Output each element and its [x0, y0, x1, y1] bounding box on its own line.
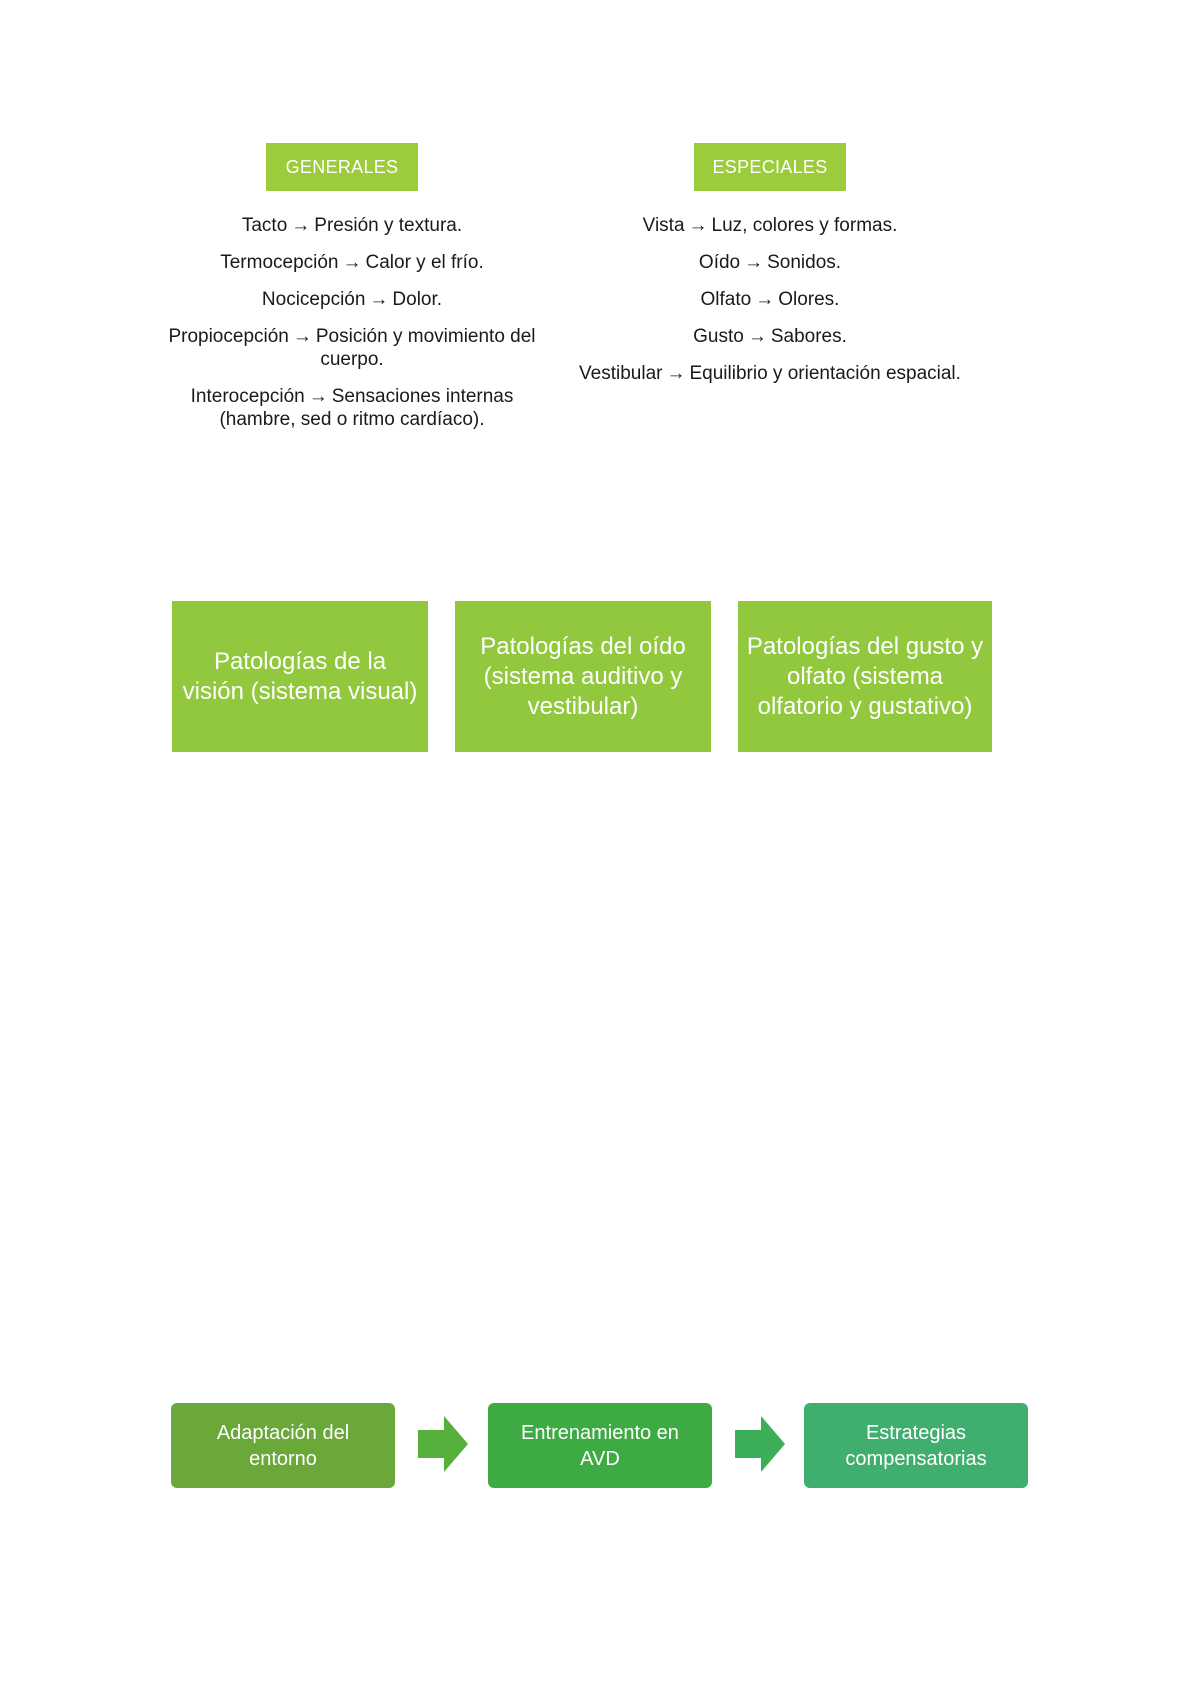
- generales-list: [152, 214, 552, 445]
- arrow-right-icon: →: [688, 215, 708, 236]
- pathology-label: Patologías de la visión (sistema visual): [182, 647, 418, 705]
- pathology-box-gusto-olfato: [738, 601, 992, 752]
- arrow-right-icon: →: [291, 215, 311, 236]
- sense-item-olfato: Olfato → Olores.: [700, 289, 840, 310]
- arrow-right-icon: →: [308, 386, 328, 407]
- process-step-estrategias: [804, 1403, 1028, 1488]
- arrow-right-icon: →: [747, 326, 767, 347]
- pathology-label: Patologías del oído (sistema auditivo y vestibular): [480, 632, 686, 720]
- process-step-label: Adaptación del entorno: [216, 1421, 350, 1470]
- especiales-title: ESPECIALES: [712, 156, 828, 177]
- especiales-header: [694, 143, 846, 191]
- process-step-adaptacion: [171, 1403, 395, 1488]
- flow-arrow-icon: [418, 1416, 468, 1472]
- pathology-box-oido: [455, 601, 711, 752]
- generales-header: [266, 143, 418, 191]
- arrow-right-icon: →: [755, 289, 775, 310]
- sense-item-vista: Vista → Luz, colores y formas.: [642, 215, 898, 236]
- arrow-right-icon: →: [292, 326, 312, 347]
- sense-item-interocepcion: Interocepción → Sensaciones internas (hambre, sed o ritmo cardíaco).: [190, 386, 514, 430]
- flow-arrow-icon: [735, 1416, 785, 1472]
- arrow-right-icon: →: [744, 252, 764, 273]
- sense-item-tacto: Tacto → Presión y textura.: [241, 215, 463, 236]
- process-step-entrenamiento: [488, 1403, 712, 1488]
- arrow-right-icon: →: [342, 252, 362, 273]
- arrow-right-icon: →: [369, 289, 389, 310]
- especiales-list: [570, 214, 970, 399]
- pathology-box-vision: [172, 601, 428, 752]
- generales-title: GENERALES: [285, 156, 399, 177]
- sense-item-propiocepcion: Propiocepción → Posición y movimiento del cuerpo.: [168, 326, 536, 370]
- sense-item-oido: Oído → Sonidos.: [698, 252, 842, 273]
- sense-item-gusto: Gusto → Sabores.: [693, 326, 847, 347]
- sense-item-termocepcion: Termocepción → Calor y el frío.: [220, 252, 484, 273]
- process-step-label: Estrategias compensatorias: [845, 1421, 987, 1470]
- process-step-label: Entrenamiento en AVD: [521, 1421, 679, 1470]
- pathology-label: Patologías del gusto y olfato (sistema olfatorio y gustativo): [746, 632, 984, 720]
- sense-item-nocicepcion: Nocicepción → Dolor.: [261, 289, 443, 310]
- arrow-right-icon: →: [666, 363, 686, 384]
- sense-item-vestibular: Vestibular → Equilibrio y orientación espacial.: [579, 363, 961, 384]
